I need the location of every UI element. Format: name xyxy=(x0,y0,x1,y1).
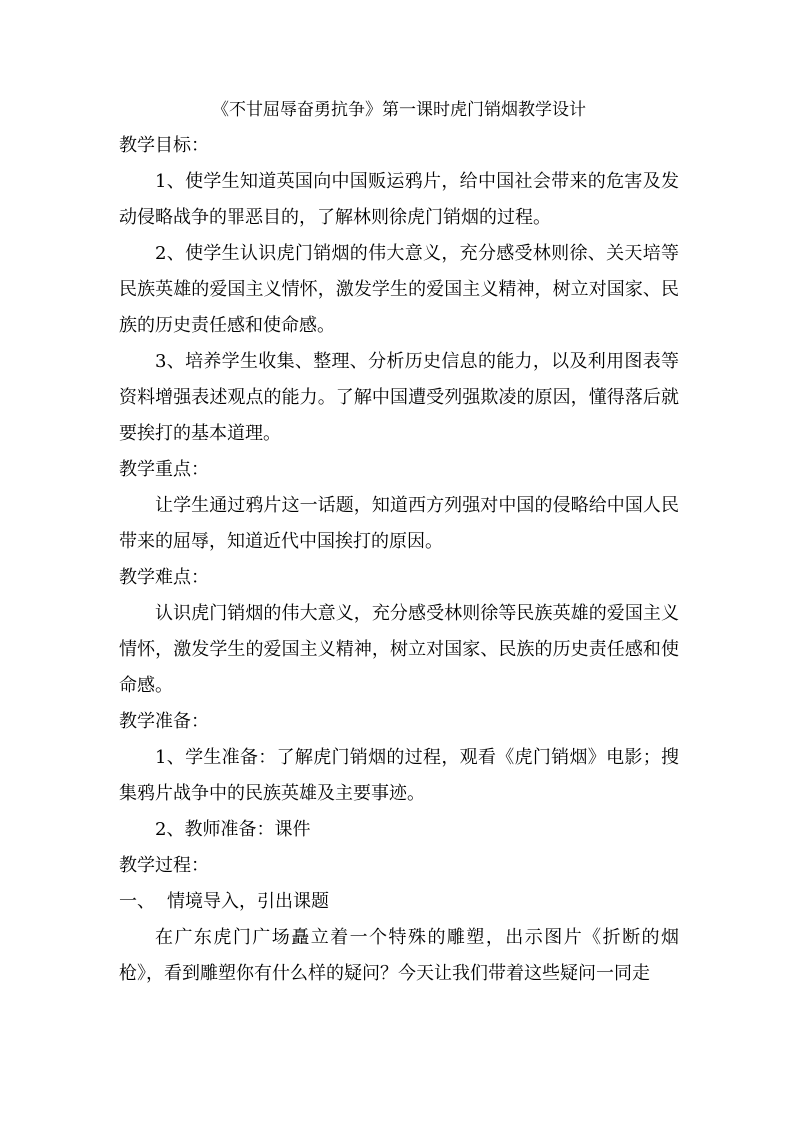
heading-preparation: 教学准备： xyxy=(119,711,209,732)
objective-paragraph-3: 3、培养学生收集、整理、分析历史信息的能力，以及利用图表等资料增强表述观点的能力。了解中国遭受列强欺凌的原因，懂得落后就要挨打的基本道理。 xyxy=(119,351,679,444)
document-title: 《不甘屈辱奋勇抗争》第一课时虎门销烟教学设计 xyxy=(212,100,586,120)
process-step-1-heading xyxy=(119,884,679,920)
objective-paragraph-1: 1、使学生知道英国向中国贩运鸦片，给中国社会带来的危害及发动侵略战争的罪恶目的，了解林则徐虎门销烟的过程。 xyxy=(119,171,679,228)
heading-difficulties: 教学难点： xyxy=(119,567,209,588)
preparation-paragraph-2: 2、教师准备：课件 xyxy=(155,819,311,840)
difficulties-paragraph: 认识虎门销烟的伟大意义，充分感受林则徐等民族英雄的爱国主义情怀，激发学生的爱国主义精神，树立对国家、民族的历史责任感和使命感。 xyxy=(119,603,679,696)
heading-objectives: 教学目标： xyxy=(119,135,209,156)
process-step-1-paragraph: 在广东虎门广场矗立着一个特殊的雕塑，出示图片《折断的烟枪》，看到雕塑你有什么样的疑问？今天让我们带着这些疑问一同走 xyxy=(119,927,679,984)
key-points-paragraph: 让学生通过鸦片这一话题，知道西方列强对中国的侵略给中国人民带来的屈辱，知道近代中国挨打的原因。 xyxy=(119,495,679,552)
process-step-1-number: 一、 xyxy=(119,891,155,912)
objective-paragraph-2: 2、使学生认识虎门销烟的伟大意义，充分感受林则徐、关天培等民族英雄的爱国主义情怀，激发学生的爱国主义精神，树立对国家、民族的历史责任感和使命感。 xyxy=(119,243,679,336)
process-step-1-title: 情境导入，引出课题 xyxy=(167,891,329,912)
heading-process: 教学过程： xyxy=(119,855,209,876)
document-body xyxy=(119,92,679,992)
heading-key-points: 教学重点： xyxy=(119,459,209,480)
preparation-paragraph-1: 1、学生准备：了解虎门销烟的过程，观看《虎门销烟》电影；搜集鸦片战争中的民族英雄及主要事迹。 xyxy=(119,747,679,804)
